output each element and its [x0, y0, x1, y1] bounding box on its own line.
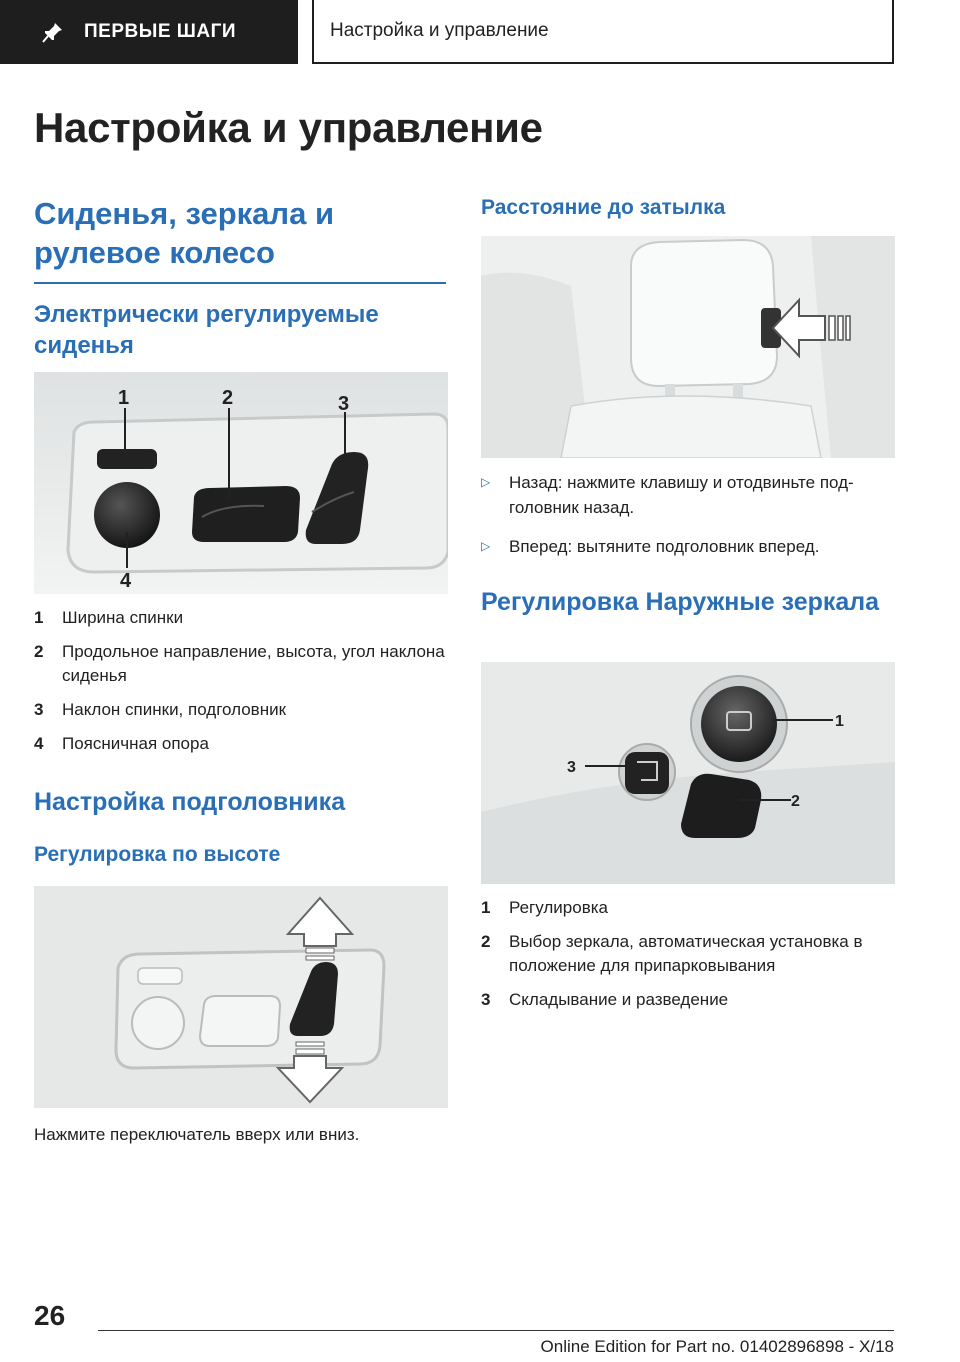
chapter-tab-label: ПЕРВЫЕ ШАГИ	[84, 21, 237, 42]
triangle-bullet-icon: ▷	[481, 539, 491, 553]
page-number: 26	[34, 1300, 66, 1331]
breadcrumb[interactable]	[312, 0, 894, 64]
list-item: 3 Наклон спинки, подголовник	[34, 700, 287, 719]
headrest-heading: Настройка подголовника	[34, 788, 346, 816]
list-item: 2 Выбор зеркала, автоматическая установка в положение для припарковывания	[481, 932, 863, 975]
seat-controls-image	[34, 372, 448, 594]
mirror-controls-image	[481, 662, 895, 884]
chapter-tab[interactable]	[0, 0, 298, 64]
distance-heading: Расстояние до затылка	[481, 196, 726, 219]
list-item: 1 Регулировка	[481, 898, 608, 917]
list-item: 1 Ширина спинки	[34, 608, 184, 627]
distance-list	[481, 470, 895, 573]
footer-edition: Online Edition for Part no. 01402896898 - X/18	[540, 1337, 894, 1356]
seats-heading: Электрически регулируемые сиденья	[34, 301, 379, 359]
seat-label-1: 1	[118, 387, 130, 409]
page-title: Настройка и управление	[34, 104, 543, 151]
list-item: ▷ Назад: нажмите клавишу и отодвиньте подголовник назад.	[481, 470, 895, 520]
seat-label-2: 2	[222, 387, 234, 409]
height-instruction: Нажмите переключатель вверх или вниз.	[34, 1125, 360, 1144]
seat-label-4: 4	[120, 570, 132, 592]
seat-legend-list	[34, 606, 448, 766]
mirror-legend-list	[481, 896, 895, 1022]
mirror-heading: Регулировка Наружные зеркала	[481, 588, 880, 616]
headrest-switch-image	[34, 886, 448, 1108]
list-item: 3 Складывание и разведение	[481, 990, 729, 1009]
triangle-bullet-icon: ▷	[481, 475, 491, 489]
mirror-label-1: 1	[835, 713, 844, 730]
list-item: ▷ Вперед: вытяните подголовник вперед.	[481, 534, 895, 559]
mirror-label-3: 3	[567, 759, 576, 776]
breadcrumb-label: Настройка и управление	[330, 20, 549, 41]
height-heading: Регулировка по высоте	[34, 843, 281, 866]
section-title: Сиденья, зеркала и рулевое колесо	[34, 194, 446, 284]
list-item: 4 Поясничная опора	[34, 734, 209, 753]
footer-divider	[98, 1330, 894, 1331]
list-item: 2 Продольное направление, высота, угол наклона сиденья	[34, 642, 445, 685]
pin-icon	[40, 19, 66, 45]
headrest-image	[481, 236, 895, 458]
seat-label-3: 3	[338, 393, 350, 415]
mirror-label-2: 2	[791, 793, 800, 810]
